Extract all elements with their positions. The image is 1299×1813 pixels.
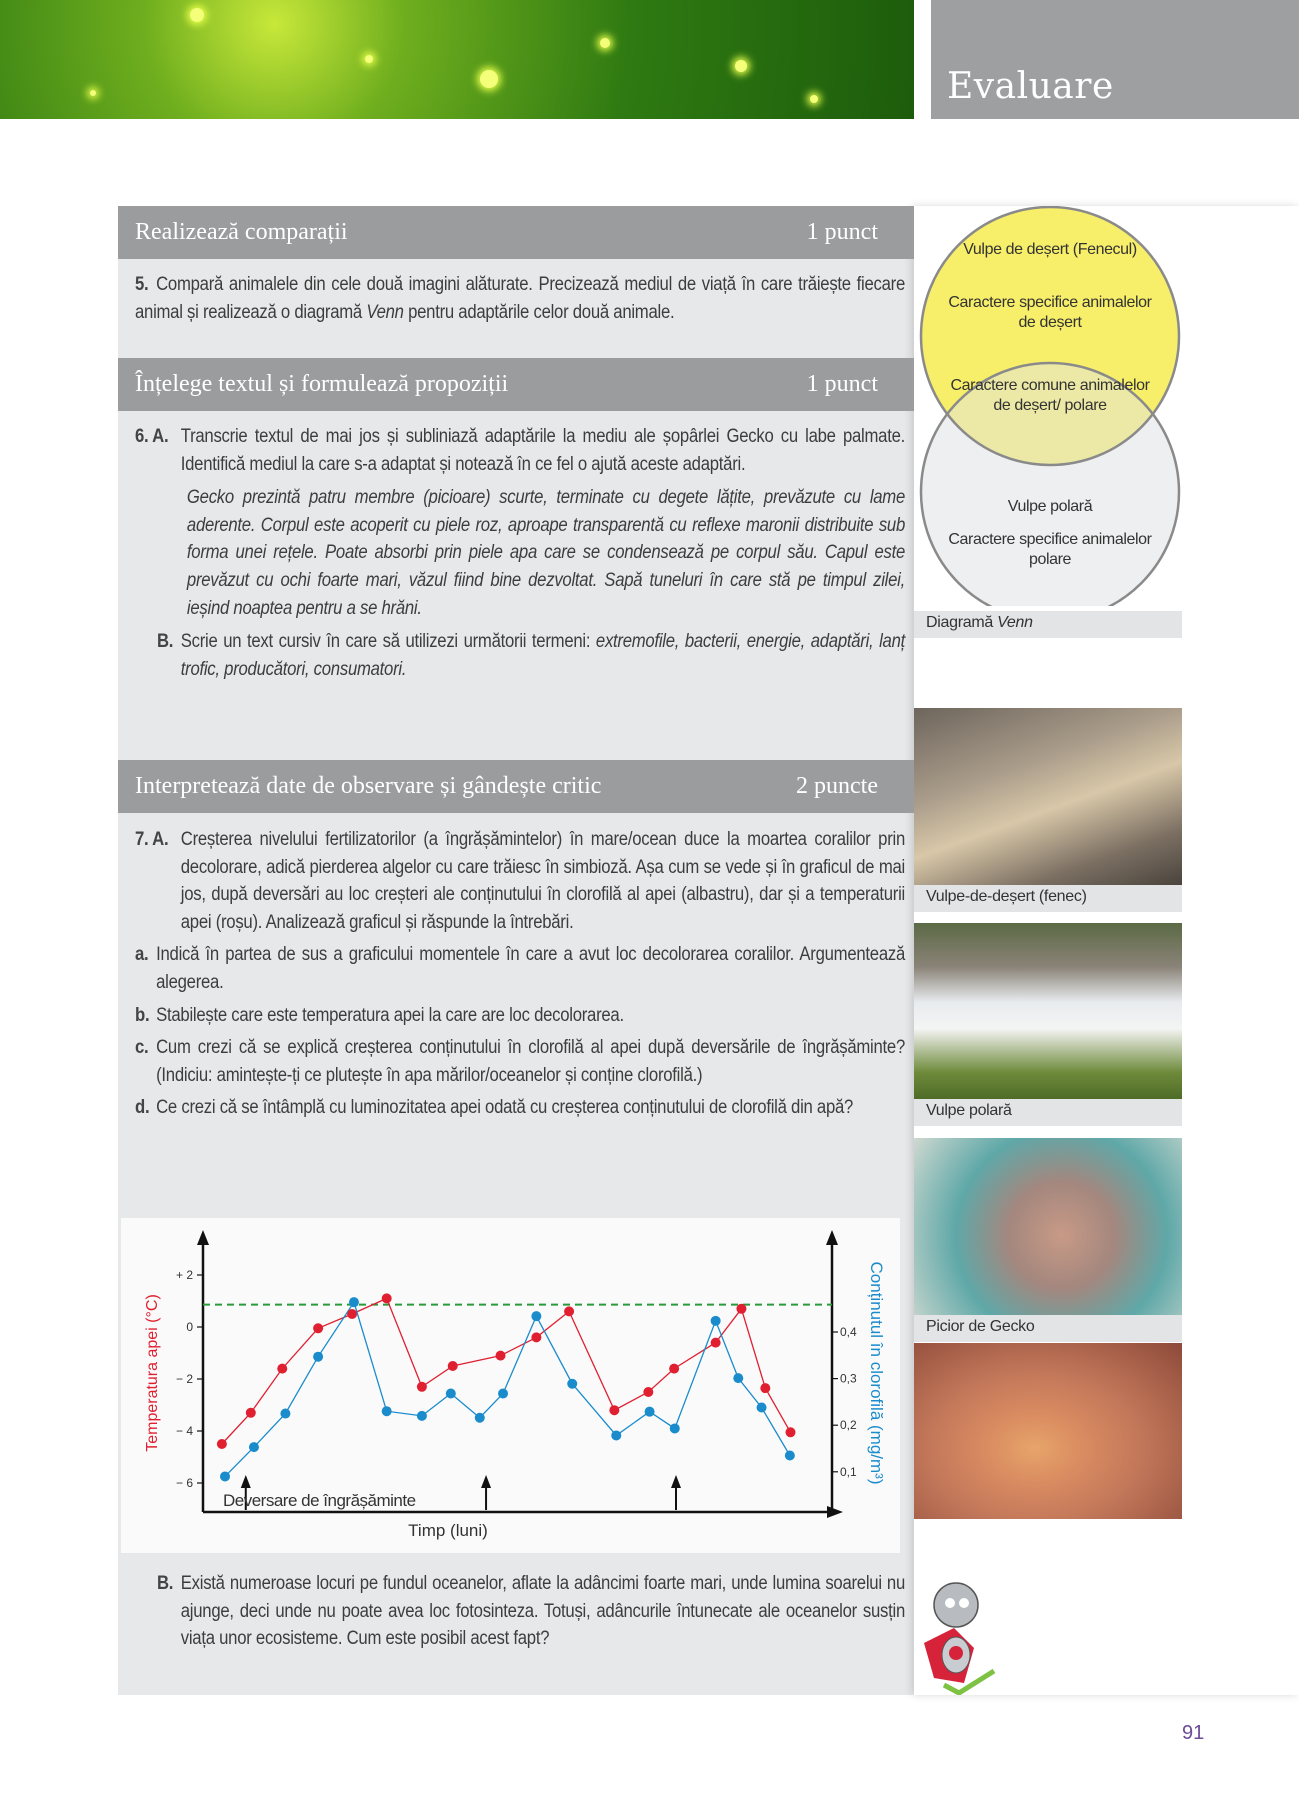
y-tick-label: + 2	[175, 1268, 193, 1282]
temperature-point	[417, 1382, 427, 1392]
y-tick-label: − 4	[175, 1424, 193, 1438]
item-text: Ce crezi că se întâmplă cu luminozitatea apei odată cu creșterea conținutului de clorofilă din apă?	[156, 1097, 854, 1119]
question-7a	[135, 826, 905, 936]
fennec-fox-photo	[914, 708, 1182, 885]
item-text: Cum crezi că se explică creșterea conținutului în clorofilă al apei după deversările de îngrășăminte? (Indiciu: amintește-ți ce plutește în apa mărilor/oceanelor și conține clorofilă.)	[156, 1037, 905, 1086]
terms-list: extremofile, bacterii, energie, adaptări, lanț trofic, producători, consumatori.	[180, 631, 906, 680]
section-title: Realizează comparații	[135, 219, 348, 245]
chapter-title: Evaluare	[947, 66, 1114, 107]
temperature-point	[347, 1309, 357, 1319]
chlorophyll-point	[220, 1471, 230, 1481]
temperature-chlorophyll-chart	[121, 1218, 900, 1553]
y-tick-label: 0	[186, 1320, 193, 1334]
gecko-foot-caption: Picior de Gecko	[914, 1315, 1182, 1342]
x-axis-label: Timp (luni)	[408, 1521, 488, 1540]
question-6b	[157, 628, 905, 683]
y2-tick-label: 0,1	[840, 1464, 857, 1479]
question-7a-a	[135, 941, 905, 996]
arctic-fox-photo	[914, 923, 1182, 1099]
arrow-up-icon	[241, 1475, 251, 1488]
venn-desert-title: Vulpe de deșert (Fenecul)	[963, 241, 1137, 258]
chlorophyll-point	[313, 1352, 323, 1362]
temperature-point	[669, 1364, 679, 1374]
y2-tick-label: 0,3	[840, 1371, 857, 1386]
chlorophyll-point	[785, 1450, 795, 1460]
gecko-photo	[914, 1343, 1182, 1519]
temperature-point	[760, 1383, 770, 1393]
chlorophyll-point	[280, 1409, 290, 1419]
item-text: Stabilește care este temperatura apei la care are loc decolorarea.	[156, 1004, 624, 1026]
item-label: a.	[135, 944, 149, 966]
left-axis-arrow-icon	[197, 1230, 209, 1245]
item-text: Indică în partea de sus a graficului momentele în care a avut loc decolorarea coralilor. Argumentează alegerea.	[156, 944, 905, 993]
chapter-title-box	[931, 0, 1299, 119]
chlorophyll-point	[475, 1413, 485, 1423]
chlorophyll-point	[567, 1379, 577, 1389]
temperature-point	[609, 1405, 619, 1415]
page-number: 91	[1182, 1722, 1205, 1744]
section-points: 1 punct	[806, 371, 878, 397]
annotation-label: Deversare de îngrășăminte	[223, 1491, 416, 1510]
section-5-content	[135, 271, 905, 326]
arctic-fox-caption: Vulpe polară	[914, 1099, 1182, 1126]
mascot-icon	[914, 1573, 1000, 1695]
chlorophyll-point	[498, 1389, 508, 1399]
right-axis-arrow-icon	[826, 1230, 838, 1245]
temperature-point	[785, 1427, 795, 1437]
question-6a	[135, 423, 905, 478]
temperature-point	[643, 1387, 653, 1397]
temperature-point	[564, 1306, 574, 1316]
caption-text-italic: Venn	[997, 614, 1033, 631]
temperature-point	[277, 1364, 287, 1374]
temperature-point	[531, 1332, 541, 1342]
item-label: d.	[135, 1097, 150, 1119]
temperature-point	[246, 1408, 256, 1418]
question-label: B.	[157, 631, 174, 653]
section-6-content	[135, 423, 905, 683]
question-label: 6. A.	[135, 426, 169, 447]
right-y-axis-label: Conținutul în clorofilă (mg/m³)	[867, 1261, 886, 1485]
question-text: Există numeroase locuri pe fundul oceanelor, aflate la adâncimi foarte mari, unde lumina soarelui nu ajunge, deci unde nu poate avea loc fotosinteza. Totuși, adâncurile întunecate ale oceanelor susțin viața unor ecosisteme. Cum este posibil acest fapt?	[180, 1573, 905, 1650]
temperature-point	[736, 1304, 746, 1314]
section-points: 1 punct	[806, 219, 878, 245]
question-7a-c	[135, 1034, 905, 1089]
temperature-point	[382, 1293, 392, 1303]
question-label: 5.	[135, 274, 149, 295]
temperature-point	[711, 1338, 721, 1348]
gecko-quote: Gecko prezintă patru membre (picioare) scurte, terminate cu degete lățite, prevăzute cu lame aderente. Corpul este acoperit cu piele roz, aproape transparentă cu reflexe maronii distribuite sub forma unei rețele. Poate absorbi prin piele apa care se condensează pe corpul său. Capul este prevăzut cu ochi foarte mari, văzul fiind bine dezvoltat. Sapă tuneluri în care stă pe timpul zilei, ieșind noaptea pentru a se hrăni.	[186, 487, 906, 619]
question-7a-b	[135, 1002, 905, 1030]
question-7b	[157, 1570, 905, 1653]
section-title: Interpretează date de observare și gândește critic	[135, 773, 602, 799]
temperature-point	[448, 1361, 458, 1371]
question-text: Scrie un text cursiv în care să utilizezi următorii termeni:	[180, 631, 596, 653]
temperature-point	[217, 1439, 227, 1449]
left-y-axis-label: Temperatura apei (°C)	[144, 1294, 161, 1452]
chlorophyll-point	[645, 1407, 655, 1417]
question-text: Compară animalele din cele două imagini alăturate. Precizează mediul de viață în care trăiește fiecare animal și realizează o diagramă	[135, 274, 905, 323]
arrow-up-icon	[481, 1475, 491, 1488]
question-text: pentru adaptările celor două animale.	[403, 301, 675, 323]
y2-tick-label: 0,4	[840, 1325, 857, 1339]
question-label: 7. A.	[135, 829, 169, 850]
question-7b-content	[157, 1570, 905, 1653]
y2-tick-label: 0,2	[840, 1418, 857, 1433]
section-header-text	[118, 358, 914, 411]
chlorophyll-point	[757, 1402, 767, 1412]
x-axis-arrow-icon	[827, 1506, 843, 1518]
arrow-up-icon	[671, 1475, 681, 1488]
item-label: c.	[135, 1037, 149, 1059]
question-text: Creșterea nivelului fertilizatorilor (a îngrășămintelor) în mare/ocean duce la moartea coralilor prin decolorare, adică pierderea algelor cu care trăiesc în simbioză. Așa cum se vede și în graficul de mai jos, după deversări au loc creșteri ale conținutului în clorofilă al apei (albastru), dar și a temperaturii apei (roșu). Analizează graficul și răspunde la întrebări.	[180, 829, 905, 933]
y-tick-label: − 6	[175, 1476, 193, 1490]
venn-polar-title: Vulpe polară	[1007, 498, 1093, 515]
section-header-interpret	[118, 760, 914, 813]
question-label: B.	[157, 1573, 174, 1594]
chlorophyll-point	[670, 1423, 680, 1433]
chlorophyll-point	[711, 1316, 721, 1326]
chlorophyll-point	[531, 1311, 541, 1321]
section-points: 2 puncte	[796, 773, 878, 799]
venn-polar-text: Caractere specifice animalelor polare	[948, 531, 1152, 568]
temperature-line	[222, 1298, 791, 1444]
temperature-point	[313, 1323, 323, 1333]
caption-text: Diagramă	[926, 614, 998, 631]
chlorophyll-point	[249, 1442, 259, 1452]
section-title: Înțelege textul și formulează propoziții	[135, 371, 509, 397]
chlorophyll-point	[349, 1297, 359, 1307]
item-label: b.	[135, 1004, 150, 1026]
venn-desert-text: Caractere specifice animalelor de deșert	[948, 294, 1152, 331]
chlorophyll-point	[611, 1430, 621, 1440]
question-7a-d	[135, 1094, 905, 1122]
question-text: Transcrie textul de mai jos și subliniază adaptările la mediu ale șopârlei Gecko cu labe palmate. Identifică mediul la care s-a adaptat și notează în ce fel o ajută aceste adaptări.	[180, 426, 905, 475]
chlorophyll-point	[382, 1406, 392, 1416]
venn-common-text: Caractere comune animalelor de deșert/ polare	[950, 377, 1150, 414]
chlorophyll-point	[417, 1411, 427, 1421]
venn-caption	[914, 611, 1182, 638]
section-7-content	[135, 826, 905, 1122]
chlorophyll-line	[225, 1302, 790, 1476]
chlorophyll-point	[733, 1373, 743, 1383]
section-header-comparisons	[118, 206, 914, 259]
chlorophyll-point	[446, 1389, 456, 1399]
question-5	[135, 271, 905, 326]
question-text-italic: Venn	[366, 301, 404, 323]
fennec-caption: Vulpe-de-deșert (fenec)	[914, 885, 1182, 912]
temperature-point	[496, 1351, 506, 1361]
gecko-foot-photo	[914, 1138, 1182, 1315]
y-tick-label: − 2	[175, 1372, 193, 1386]
header-banner-image	[0, 0, 914, 119]
